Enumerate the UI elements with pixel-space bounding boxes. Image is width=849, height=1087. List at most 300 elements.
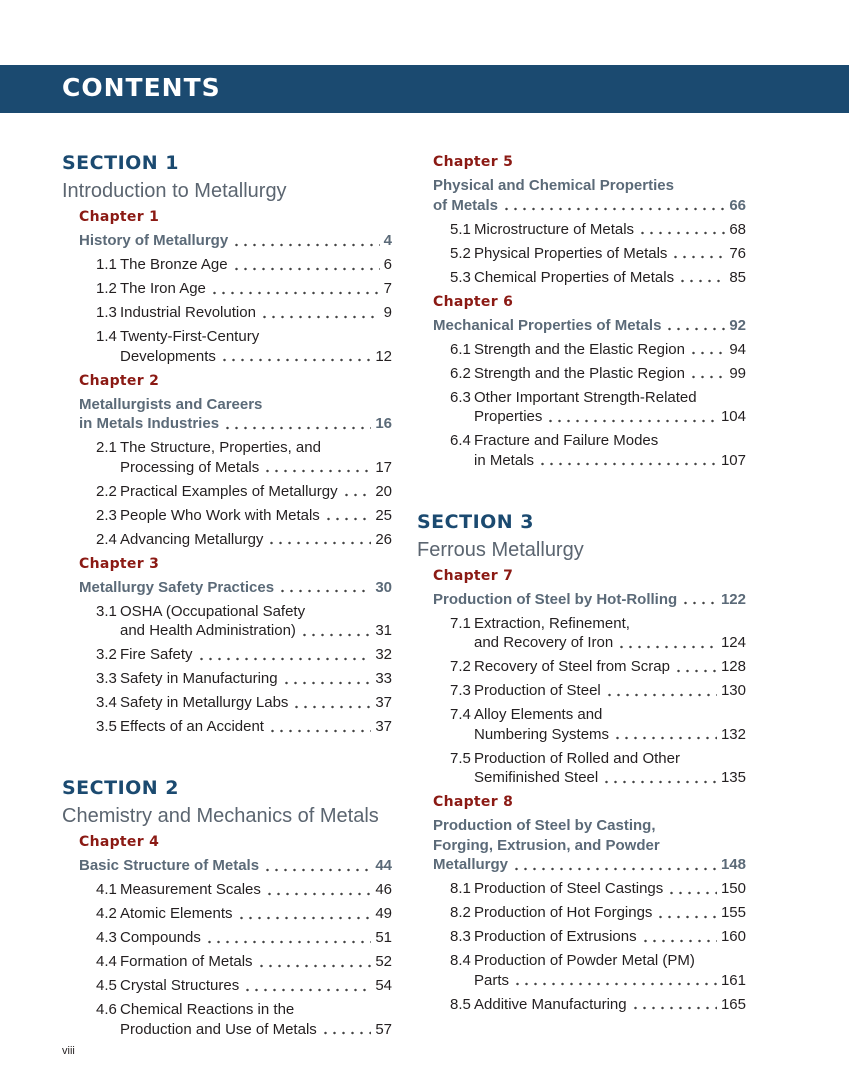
entry-title: Advancing Metallurgy <box>120 530 264 548</box>
chapter-label: Chapter 1 <box>79 209 160 225</box>
toc-entry-link[interactable] <box>62 277 392 301</box>
dot-leader <box>656 907 717 919</box>
toc-line <box>96 904 392 924</box>
entry-number: 8.2 <box>450 904 471 921</box>
page-number: 107 <box>720 451 746 469</box>
entry-title: Industrial Revolution <box>120 304 256 321</box>
toc-line <box>433 196 746 216</box>
toc-line <box>450 633 746 653</box>
toc-line <box>96 530 392 550</box>
dot-leader <box>263 461 371 473</box>
entry-title: The Structure, Properties, and <box>120 439 321 456</box>
toc-line <box>450 451 746 471</box>
entry-title: Fire Safety <box>120 646 193 663</box>
toc-entry-link[interactable] <box>62 325 392 369</box>
entry-title: in Metals <box>474 451 535 469</box>
toc-entry-link[interactable] <box>62 715 392 739</box>
entry-title: Twenty-First-Century <box>120 328 260 345</box>
toc-line <box>450 681 746 701</box>
entry-title: Parts <box>474 971 510 989</box>
page-number: 31 <box>375 622 392 639</box>
toc-line <box>96 255 392 275</box>
page-number: 46 <box>375 881 392 898</box>
entry-number: 5.2 <box>450 244 471 262</box>
toc-entry-link[interactable] <box>417 679 746 703</box>
page-number: 160 <box>720 928 746 945</box>
dot-leader <box>282 673 372 685</box>
toc-left-column <box>62 150 392 1042</box>
entry-number: 7.4 <box>450 706 471 723</box>
entry-number: 7.2 <box>450 658 471 675</box>
entry-number: 8.3 <box>450 928 471 945</box>
page-number: 6 <box>383 256 392 273</box>
entry-title: People Who Work with Metals <box>120 506 320 524</box>
entry-title: Production and Use of Metals <box>120 1020 317 1038</box>
toc-line <box>450 971 746 991</box>
page-number: 37 <box>375 694 392 711</box>
entry-title: Chemical Properties of Metals <box>474 268 675 286</box>
dot-leader <box>602 772 717 784</box>
toc-entry-link[interactable] <box>62 998 392 1042</box>
page-number: 54 <box>375 977 392 994</box>
toc-entry-link[interactable] <box>417 949 746 993</box>
entry-title: Crystal Structures <box>120 977 240 994</box>
toc-entry-link[interactable] <box>417 655 746 679</box>
page-number: 4 <box>383 232 392 249</box>
dot-leader <box>237 908 372 920</box>
entry-number: 4.1 <box>96 881 117 898</box>
dot-leader <box>268 721 371 733</box>
toc-line <box>96 928 392 948</box>
toc-line <box>96 1000 392 1020</box>
entry-title: Production of Steel <box>474 682 601 699</box>
entry-title: Measurement Scales <box>120 881 261 898</box>
page-number: 150 <box>720 880 746 897</box>
page-number: 44 <box>375 857 392 874</box>
entry-title: Physical Properties of Metals <box>474 244 668 262</box>
chapter-title-text: in Metals Industries <box>79 415 220 432</box>
toc-line <box>96 327 392 347</box>
contents-header-band <box>0 65 849 113</box>
entry-title: Compounds <box>120 929 201 946</box>
chapter-title-text: Mechanical Properties of Metals <box>433 316 662 334</box>
page-number: 132 <box>720 725 746 743</box>
page-number: 124 <box>720 634 746 651</box>
toc-line <box>450 725 746 745</box>
toc-entry-link[interactable] <box>62 301 392 325</box>
dot-leader <box>613 728 717 740</box>
toc-entry-link[interactable] <box>417 901 746 925</box>
toc-entry-link[interactable] <box>62 480 392 504</box>
page-number: 25 <box>375 506 392 524</box>
page-number: 17 <box>375 458 392 476</box>
page-number: 16 <box>375 415 392 432</box>
toc-entry-link[interactable] <box>62 528 392 552</box>
page-number: 12 <box>375 347 392 365</box>
entry-number: 6.3 <box>450 388 471 406</box>
dot-leader <box>638 223 725 235</box>
entry-number: 6.2 <box>450 364 471 382</box>
entry-number: 1.2 <box>96 280 117 297</box>
chapter-title-link[interactable] <box>62 229 392 253</box>
dot-leader <box>263 860 371 872</box>
page-number: 165 <box>720 995 746 1013</box>
dot-leader <box>243 980 371 992</box>
dot-leader <box>665 319 725 331</box>
toc-entry-link[interactable] <box>62 436 392 480</box>
toc-line <box>96 621 392 641</box>
toc-line <box>96 506 392 526</box>
toc-entry-link[interactable] <box>62 600 392 644</box>
entry-number: 3.2 <box>96 646 117 663</box>
toc-entry-link[interactable] <box>417 877 746 901</box>
chapter-label: Chapter 3 <box>79 555 160 572</box>
dot-leader <box>631 998 717 1010</box>
toc-line <box>96 482 392 502</box>
toc-line <box>433 316 746 336</box>
dot-leader <box>265 884 371 896</box>
dot-leader <box>605 685 717 697</box>
toc-line <box>450 220 746 240</box>
toc-line <box>96 717 392 737</box>
dot-leader <box>232 235 379 247</box>
section-heading: SECTION 3 <box>417 510 535 533</box>
toc-line <box>433 855 746 875</box>
page-number: 122 <box>720 590 746 608</box>
chapter-title-link[interactable] <box>62 854 392 878</box>
page-number: 104 <box>720 408 746 425</box>
entry-number: 4.6 <box>96 1001 117 1018</box>
page-number: 9 <box>383 304 392 321</box>
page-number: 92 <box>729 316 746 334</box>
page-number: 51 <box>375 929 392 946</box>
entry-number: 1.1 <box>96 256 117 273</box>
dot-leader <box>205 932 371 944</box>
entry-title: Semifinished Steel <box>474 769 599 786</box>
chapter-title-text: Forging, Extrusion, and Powder <box>433 836 660 854</box>
chapter-label: Chapter 6 <box>433 293 514 310</box>
dot-leader <box>267 533 371 545</box>
toc-line <box>96 645 392 665</box>
toc-line <box>96 952 392 972</box>
chapter-title-link[interactable] <box>62 393 392 437</box>
entry-title: Production of Hot Forgings <box>474 904 653 921</box>
toc-line <box>96 303 392 323</box>
toc-line <box>79 578 392 598</box>
entry-title: OSHA (Occupational Safety <box>120 602 306 620</box>
toc-entry-link[interactable] <box>417 338 746 362</box>
chapter-title-text: Physical and Chemical Properties <box>433 177 674 194</box>
entry-title: Production of Steel Castings <box>474 880 664 897</box>
page-number: 161 <box>720 971 746 989</box>
toc-line <box>433 176 746 196</box>
chapter-title-text: Metallurgists and Careers <box>79 395 263 413</box>
toc-line <box>450 364 746 384</box>
toc-line <box>450 927 746 947</box>
toc-line <box>450 768 746 788</box>
entry-number: 6.1 <box>450 340 471 358</box>
spacer <box>417 473 746 509</box>
toc-line <box>79 231 392 251</box>
toc-line <box>450 657 746 677</box>
entry-title: Strength and the Elastic Region <box>474 340 685 358</box>
chapter-title-text: Basic Structure of Metals <box>79 857 260 874</box>
dot-leader <box>210 283 380 295</box>
entry-title: Atomic Elements <box>120 905 233 922</box>
entry-title: and Health Administration) <box>120 622 296 639</box>
toc-entry-link[interactable] <box>62 974 392 998</box>
toc-line <box>450 340 746 360</box>
dot-leader <box>292 697 371 709</box>
page-number: 57 <box>375 1020 392 1038</box>
section-heading: SECTION 2 <box>62 777 180 799</box>
entry-title: Safety in Metallurgy Labs <box>120 694 289 711</box>
entry-title: Fracture and Failure Modes <box>474 432 659 449</box>
toc-line <box>96 347 392 367</box>
page-number: 30 <box>375 578 392 596</box>
dot-leader <box>538 454 717 466</box>
entry-number: 1.4 <box>96 328 117 345</box>
entry-number: 8.4 <box>450 952 471 969</box>
entry-number: 3.3 <box>96 670 117 687</box>
entry-title: and Recovery of Iron <box>474 634 614 651</box>
entry-number: 4.5 <box>96 977 117 994</box>
toc-line <box>450 614 746 634</box>
chapter-label: Chapter 2 <box>79 372 160 389</box>
toc-line <box>96 976 392 996</box>
dot-leader <box>671 247 725 259</box>
entry-number: 2.4 <box>96 530 117 548</box>
toc-line <box>96 279 392 299</box>
dot-leader <box>678 271 725 283</box>
page-number: 155 <box>720 904 746 921</box>
chapter-title-link[interactable] <box>417 588 746 612</box>
page-number: 68 <box>729 220 746 238</box>
entry-title: Chemical Reactions in the <box>120 1001 295 1018</box>
dot-leader <box>220 350 371 362</box>
dot-leader <box>502 199 725 211</box>
page-number: 130 <box>720 682 746 699</box>
dot-leader <box>278 581 371 593</box>
page-number: 85 <box>729 268 746 286</box>
entry-title: The Bronze Age <box>120 256 228 273</box>
section-title: Introduction to Metallurgy <box>62 180 287 202</box>
entry-title: Processing of Metals <box>120 458 260 476</box>
entry-title: Developments <box>120 347 216 365</box>
page-number: 37 <box>375 718 392 735</box>
toc-entry-link[interactable] <box>62 902 392 926</box>
entry-number: 1.3 <box>96 304 117 321</box>
chapter-title-text: Metallurgy Safety Practices <box>79 578 275 596</box>
dot-leader <box>689 343 725 355</box>
toc-line <box>433 590 746 610</box>
toc-line <box>450 749 746 769</box>
toc-entry-link[interactable] <box>417 266 746 290</box>
toc-line <box>96 1020 392 1040</box>
chapter-label: Chapter 5 <box>433 154 514 170</box>
chapter-title-link[interactable] <box>417 174 746 218</box>
toc-entry-link[interactable] <box>62 878 392 902</box>
toc-line <box>450 244 746 264</box>
chapter-title-text: of Metals <box>433 196 499 214</box>
toc-line <box>450 903 746 923</box>
chapter-label: Chapter 8 <box>433 794 514 810</box>
section-title: Chemistry and Mechanics of Metals <box>62 805 379 827</box>
page-number: 32 <box>375 646 392 663</box>
toc-entry-link[interactable] <box>417 362 746 386</box>
entry-number: 7.1 <box>450 614 471 632</box>
page-number: 26 <box>375 530 392 548</box>
toc-entry-link[interactable] <box>417 429 746 473</box>
page-number: 128 <box>720 658 746 675</box>
chapter-title-link[interactable] <box>417 814 746 877</box>
section-heading: SECTION 1 <box>62 152 180 174</box>
dot-leader <box>321 1023 372 1035</box>
toc-line <box>450 951 746 971</box>
toc-entry-link[interactable] <box>62 691 392 715</box>
dot-leader <box>257 956 372 968</box>
entry-number: 3.1 <box>96 602 117 620</box>
entry-title: Practical Examples of Metallurgy <box>120 482 338 500</box>
entry-number: 3.5 <box>96 718 117 735</box>
toc-line <box>450 705 746 725</box>
toc-entry-link[interactable] <box>62 643 392 667</box>
toc-line <box>96 693 392 713</box>
toc-entry-link[interactable] <box>417 612 746 656</box>
entry-number: 4.4 <box>96 953 117 970</box>
toc-entry-link[interactable] <box>417 218 746 242</box>
toc-entry-link[interactable] <box>62 950 392 974</box>
entry-number: 5.1 <box>450 220 471 238</box>
entry-number: 6.4 <box>450 432 471 449</box>
entry-number: 2.2 <box>96 482 117 500</box>
entry-title: Other Important Strength-Related <box>474 388 697 406</box>
page-title: CONTENTS <box>62 73 221 102</box>
toc-entry-link[interactable] <box>62 504 392 528</box>
entry-number: 2.3 <box>96 506 117 524</box>
entry-title: Additive Manufacturing <box>474 995 627 1013</box>
toc-line <box>96 602 392 622</box>
toc-entry-link[interactable] <box>417 242 746 266</box>
entry-number: 3.4 <box>96 694 117 711</box>
entry-title: Numbering Systems <box>474 725 610 743</box>
toc-line <box>433 816 746 836</box>
toc-line <box>450 879 746 899</box>
chapter-label: Chapter 4 <box>79 834 160 850</box>
entry-number: 7.3 <box>450 682 471 699</box>
toc-entry-link[interactable] <box>417 747 746 791</box>
dot-leader <box>681 593 717 605</box>
dot-leader <box>197 649 372 661</box>
toc-line <box>450 268 746 288</box>
page-number: 94 <box>729 340 746 358</box>
dot-leader <box>674 661 717 673</box>
entry-title: Formation of Metals <box>120 953 253 970</box>
chapter-title-text: Production of Steel by Casting, <box>433 817 656 834</box>
chapter-title-link[interactable] <box>417 314 746 338</box>
toc-line <box>433 836 746 856</box>
chapter-title-link[interactable] <box>62 576 392 600</box>
dot-leader <box>223 418 371 430</box>
entry-title: The Iron Age <box>120 280 206 297</box>
entry-number: 8.5 <box>450 995 471 1013</box>
page-number: 49 <box>375 905 392 922</box>
entry-title: Microstructure of Metals <box>474 220 635 238</box>
toc-line <box>79 395 392 415</box>
page-number: 7 <box>383 280 392 297</box>
toc-line <box>450 431 746 451</box>
toc-entry-link[interactable] <box>417 925 746 949</box>
toc-line <box>79 414 392 434</box>
dot-leader <box>232 259 380 271</box>
page-number: 52 <box>375 953 392 970</box>
chapter-title-text: Metallurgy <box>433 856 509 873</box>
entry-number: 2.1 <box>96 439 117 456</box>
dot-leader <box>513 974 717 986</box>
dot-leader <box>689 367 725 379</box>
toc-right-column <box>417 150 746 1017</box>
chapter-label: Chapter 7 <box>433 567 514 584</box>
dot-leader <box>342 485 372 497</box>
toc-entry-link[interactable] <box>62 926 392 950</box>
section-title: Ferrous Metallurgy <box>417 538 584 561</box>
entry-number: 4.3 <box>96 929 117 946</box>
dot-leader <box>667 883 717 895</box>
page-number: 148 <box>720 856 746 873</box>
toc-entry-link[interactable] <box>417 993 746 1017</box>
entry-number: 7.5 <box>450 749 471 767</box>
toc-entry-link[interactable] <box>417 386 746 430</box>
page-number: 66 <box>729 196 746 214</box>
toc-line <box>450 388 746 408</box>
dot-leader <box>641 931 717 943</box>
spacer <box>62 739 392 775</box>
dot-leader <box>546 411 717 423</box>
entry-title: Alloy Elements and <box>474 706 603 723</box>
entry-title: Production of Extrusions <box>474 928 637 945</box>
toc-entry-link[interactable] <box>417 703 746 747</box>
entry-number: 4.2 <box>96 905 117 922</box>
entry-title: Production of Powder Metal (PM) <box>474 952 695 969</box>
toc-entry-link[interactable] <box>62 253 392 277</box>
dot-leader <box>260 307 380 319</box>
page-number: 99 <box>729 364 746 382</box>
toc-line <box>96 880 392 900</box>
entry-number: 5.3 <box>450 268 471 286</box>
toc-line <box>96 458 392 478</box>
entry-number: 8.1 <box>450 880 471 897</box>
toc-line <box>96 438 392 458</box>
page-number: 20 <box>375 482 392 500</box>
dot-leader <box>300 625 371 637</box>
page-number: 135 <box>720 769 746 786</box>
entry-title: Properties <box>474 408 543 425</box>
chapter-title-text: History of Metallurgy <box>79 232 229 249</box>
dot-leader <box>324 509 372 521</box>
toc-entry-link[interactable] <box>62 667 392 691</box>
entry-title: Extraction, Refinement, <box>474 614 630 632</box>
toc-line <box>79 856 392 876</box>
page-number: viii <box>62 1045 75 1057</box>
toc-line <box>450 407 746 427</box>
page-number: 33 <box>375 670 392 687</box>
dot-leader <box>512 859 717 871</box>
entry-title: Safety in Manufacturing <box>120 670 278 687</box>
dot-leader <box>617 637 717 649</box>
entry-title: Effects of an Accident <box>120 718 264 735</box>
entry-title: Production of Rolled and Other <box>474 749 680 767</box>
toc-line <box>450 995 746 1015</box>
